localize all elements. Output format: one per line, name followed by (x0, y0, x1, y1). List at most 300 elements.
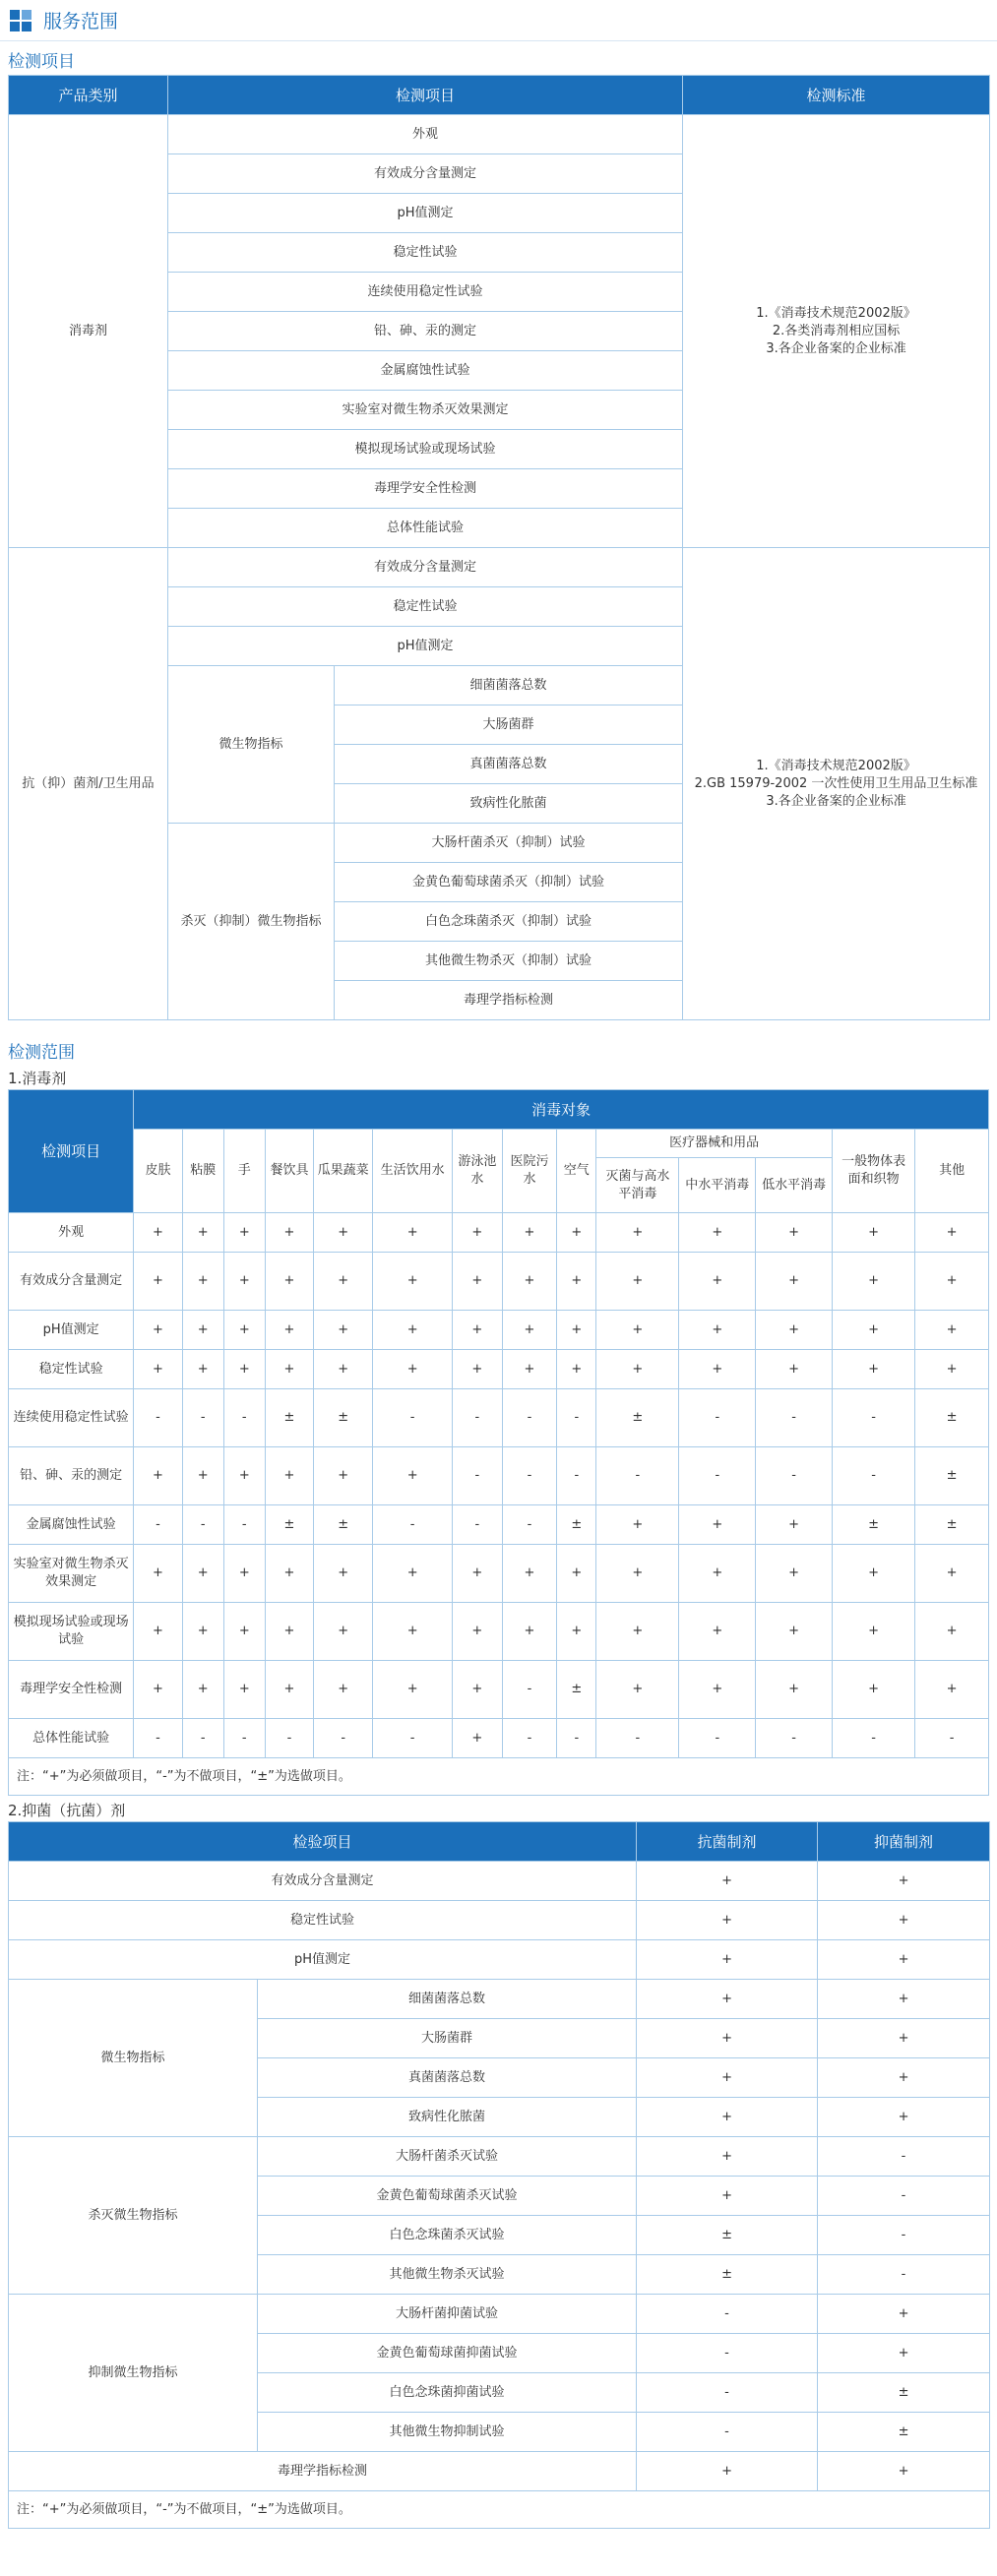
value-cell: + (915, 1350, 989, 1389)
value-cell: + (314, 1661, 373, 1719)
value-cell: + (314, 1253, 373, 1311)
table-row (9, 1603, 989, 1661)
value-cell: + (265, 1447, 313, 1505)
group-header: 医疗器械和用品 (596, 1130, 833, 1158)
value-cell: - (596, 1719, 679, 1758)
value-cell: - (502, 1719, 557, 1758)
disinfectant-scope-table (8, 1089, 989, 1796)
value-cell: + (373, 1350, 453, 1389)
value-cell: + (818, 2452, 990, 2491)
column-header: 检测项目 (9, 1090, 134, 1213)
value-cell: + (373, 1545, 453, 1603)
value-cell: + (182, 1545, 223, 1603)
item-cell: 金黄色葡萄球菌杀灭试验 (258, 2177, 637, 2216)
column-header: 瓜果蔬菜 (314, 1130, 373, 1213)
item-cell: 大肠菌群 (258, 2019, 637, 2058)
note-row (9, 2491, 990, 2529)
value-cell: + (373, 1447, 453, 1505)
standard-line: 2.各类消毒剂相应国标 (772, 323, 901, 338)
column-header: 检测标准 (683, 76, 990, 115)
item-cell: 毒理学安全性检测 (9, 1661, 134, 1719)
note-row (9, 1758, 989, 1796)
item-cell: 致病性化脓菌 (335, 784, 683, 824)
value-cell: ± (915, 1447, 989, 1505)
value-cell: + (637, 1980, 818, 2019)
value-cell: + (223, 1447, 265, 1505)
value-cell: + (756, 1311, 833, 1350)
item-cell: pH值测定 (9, 1940, 637, 1980)
item-cell: 实验室对微生物杀灭效果测定 (168, 391, 683, 430)
value-cell: ± (833, 1505, 915, 1545)
value-cell: - (182, 1389, 223, 1447)
value-cell: ± (314, 1505, 373, 1545)
item-cell: 细菌菌落总数 (335, 666, 683, 705)
value-cell: ± (596, 1389, 679, 1447)
item-cell: 毒理学指标检测 (335, 981, 683, 1020)
standard-line: 2.GB 15979-2002 一次性使用卫生用品卫生标准 (694, 775, 978, 791)
value-cell: + (223, 1213, 265, 1253)
value-cell: - (182, 1505, 223, 1545)
value-cell: ± (818, 2413, 990, 2452)
value-cell: + (833, 1253, 915, 1311)
value-cell: ± (557, 1661, 596, 1719)
value-cell: - (833, 1719, 915, 1758)
value-cell: + (833, 1545, 915, 1603)
column-header: 产品类别 (9, 76, 168, 115)
value-cell: - (637, 2373, 818, 2413)
value-cell: + (265, 1253, 313, 1311)
item-cell: 其他微生物杀灭试验 (258, 2255, 637, 2295)
value-cell: + (915, 1213, 989, 1253)
item-cell: 金黄色葡萄球菌抑菌试验 (258, 2334, 637, 2373)
column-header: 皮肤 (134, 1130, 182, 1213)
value-cell: + (265, 1661, 313, 1719)
column-header: 医院污水 (502, 1130, 557, 1213)
value-cell: - (134, 1389, 182, 1447)
value-cell: + (818, 2019, 990, 2058)
item-cell: 白色念珠菌杀灭试验 (258, 2216, 637, 2255)
standard-line: 3.各企业备案的企业标准 (766, 793, 906, 809)
value-cell: + (265, 1545, 313, 1603)
item-cell: 模拟现场试验或现场试验 (9, 1603, 134, 1661)
value-cell: - (756, 1389, 833, 1447)
header-row (9, 76, 990, 115)
item-cell: 铅、砷、汞的测定 (9, 1447, 134, 1505)
group-cell: 抑制微生物指标 (9, 2295, 258, 2452)
value-cell: - (373, 1389, 453, 1447)
value-cell: + (502, 1253, 557, 1311)
column-header: 其他 (915, 1130, 989, 1213)
item-cell: pH值测定 (168, 194, 683, 233)
value-cell: - (314, 1719, 373, 1758)
table-row (9, 2295, 990, 2334)
table-row (9, 1389, 989, 1447)
value-cell: + (373, 1253, 453, 1311)
value-cell: + (915, 1545, 989, 1603)
value-cell: + (596, 1350, 679, 1389)
value-cell: - (502, 1505, 557, 1545)
value-cell: + (637, 1940, 818, 1980)
value-cell: ± (265, 1389, 313, 1447)
value-cell: + (637, 2137, 818, 2177)
value-cell: + (265, 1603, 313, 1661)
table-row (9, 1311, 989, 1350)
value-cell: + (557, 1253, 596, 1311)
value-cell: + (502, 1350, 557, 1389)
value-cell: + (596, 1603, 679, 1661)
value-cell: + (915, 1311, 989, 1350)
item-cell: 实验室对微生物杀灭效果测定 (9, 1545, 134, 1603)
item-cell: 稳定性试验 (168, 587, 683, 627)
value-cell: + (182, 1661, 223, 1719)
value-cell: - (818, 2255, 990, 2295)
value-cell: + (134, 1213, 182, 1253)
column-header: 抑菌制剂 (818, 1822, 990, 1862)
value-cell: + (637, 2058, 818, 2098)
item-cell: 大肠杆菌杀灭试验 (258, 2137, 637, 2177)
value-cell: + (134, 1447, 182, 1505)
value-cell: + (833, 1350, 915, 1389)
item-cell: 其他微生物杀灭（抑制）试验 (335, 942, 683, 981)
value-cell: - (502, 1389, 557, 1447)
item-cell: 其他微生物抑制试验 (258, 2413, 637, 2452)
item-cell: 毒理学指标检测 (9, 2452, 637, 2491)
category-cell: 抗（抑）菌剂/卫生用品 (9, 548, 168, 1020)
value-cell: + (134, 1545, 182, 1603)
value-cell: - (453, 1505, 502, 1545)
value-cell: + (637, 1901, 818, 1940)
value-cell: - (373, 1719, 453, 1758)
value-cell: - (679, 1447, 756, 1505)
item-cell: 稳定性试验 (9, 1901, 637, 1940)
value-cell: + (915, 1661, 989, 1719)
value-cell: + (818, 2098, 990, 2137)
column-header: 手 (223, 1130, 265, 1213)
value-cell: + (756, 1253, 833, 1311)
standard-cell (683, 115, 990, 548)
item-cell: 细菌菌落总数 (258, 1980, 637, 2019)
standard-line: 1.《消毒技术规范2002版》 (756, 758, 916, 773)
value-cell: - (756, 1447, 833, 1505)
column-header: 低水平消毒 (756, 1158, 833, 1213)
value-cell: + (502, 1311, 557, 1350)
value-cell: ± (915, 1505, 989, 1545)
value-cell: + (756, 1603, 833, 1661)
value-cell: + (182, 1603, 223, 1661)
item-cell: 致病性化脓菌 (258, 2098, 637, 2137)
value-cell: + (679, 1213, 756, 1253)
column-header: 餐饮具 (265, 1130, 313, 1213)
column-header: 中水平消毒 (679, 1158, 756, 1213)
value-cell: + (557, 1545, 596, 1603)
value-cell: + (314, 1603, 373, 1661)
subheader-row (9, 1130, 989, 1158)
item-cell: 外观 (168, 115, 683, 154)
value-cell: + (182, 1213, 223, 1253)
value-cell: + (679, 1545, 756, 1603)
value-cell: + (818, 1862, 990, 1901)
value-cell: + (637, 1862, 818, 1901)
value-cell: + (557, 1311, 596, 1350)
group-cell: 杀灭微生物指标 (9, 2137, 258, 2295)
column-header: 消毒对象 (134, 1090, 989, 1130)
value-cell: + (453, 1545, 502, 1603)
value-cell: + (679, 1350, 756, 1389)
value-cell: + (818, 1980, 990, 2019)
value-cell: - (833, 1447, 915, 1505)
table-row (9, 1862, 990, 1901)
page-title: 服务范围 (43, 11, 119, 32)
item-cell: 总体性能试验 (168, 509, 683, 548)
value-cell: + (915, 1253, 989, 1311)
value-cell: + (223, 1311, 265, 1350)
value-cell: - (818, 2137, 990, 2177)
table-row (9, 1940, 990, 1980)
value-cell: + (373, 1661, 453, 1719)
value-cell: ± (915, 1389, 989, 1447)
value-cell: + (134, 1350, 182, 1389)
item-cell: pH值测定 (168, 627, 683, 666)
grid-icon (10, 10, 31, 31)
item-cell: 白色念珠菌抑菌试验 (258, 2373, 637, 2413)
item-cell: 大肠杆菌杀灭（抑制）试验 (335, 824, 683, 863)
value-cell: + (818, 1940, 990, 1980)
value-cell: ± (314, 1389, 373, 1447)
value-cell: + (637, 2019, 818, 2058)
value-cell: + (596, 1505, 679, 1545)
value-cell: + (134, 1311, 182, 1350)
value-cell: + (679, 1505, 756, 1545)
note: 注：“+”为必须做项目，“-”为不做项目，“±”为选做项目。 (9, 1758, 989, 1796)
value-cell: - (833, 1389, 915, 1447)
value-cell: + (833, 1603, 915, 1661)
value-cell: - (502, 1447, 557, 1505)
table-row (9, 1661, 989, 1719)
value-cell: + (373, 1603, 453, 1661)
value-cell: + (134, 1603, 182, 1661)
value-cell: + (314, 1350, 373, 1389)
value-cell: + (314, 1447, 373, 1505)
value-cell: + (679, 1253, 756, 1311)
item-cell: 大肠菌群 (335, 705, 683, 745)
item-cell: 白色念珠菌杀灭（抑制）试验 (335, 902, 683, 942)
subsection-title-disinfectant: 1.消毒剂 (8, 1070, 67, 1087)
value-cell: - (265, 1719, 313, 1758)
value-cell: + (223, 1603, 265, 1661)
value-cell: + (453, 1661, 502, 1719)
value-cell: + (756, 1545, 833, 1603)
value-cell: ± (637, 2216, 818, 2255)
item-cell: pH值测定 (9, 1311, 134, 1350)
value-cell: - (596, 1447, 679, 1505)
value-cell: + (756, 1505, 833, 1545)
value-cell: ± (637, 2255, 818, 2295)
table-row (9, 1505, 989, 1545)
page-header (0, 0, 997, 41)
column-header: 检测项目 (168, 76, 683, 115)
column-header: 粘膜 (182, 1130, 223, 1213)
value-cell: + (833, 1311, 915, 1350)
value-cell: - (637, 2334, 818, 2373)
value-cell: - (557, 1719, 596, 1758)
group-cell: 微生物指标 (9, 1980, 258, 2137)
value-cell: ± (818, 2373, 990, 2413)
value-cell: + (756, 1661, 833, 1719)
standard-line: 1.《消毒技术规范2002版》 (756, 305, 916, 321)
value-cell: + (182, 1350, 223, 1389)
value-cell: + (596, 1311, 679, 1350)
section-title-items: 检测项目 (8, 52, 75, 72)
value-cell: + (833, 1213, 915, 1253)
item-cell: 模拟现场试验或现场试验 (168, 430, 683, 469)
value-cell: - (818, 2177, 990, 2216)
table-row (9, 2137, 990, 2177)
item-cell: 毒理学安全性检测 (168, 469, 683, 509)
item-cell: 稳定性试验 (168, 233, 683, 273)
standard-line: 3.各企业备案的企业标准 (766, 340, 906, 356)
header-row (9, 1822, 990, 1862)
value-cell: + (637, 2177, 818, 2216)
value-cell: - (502, 1661, 557, 1719)
table-row (9, 1545, 989, 1603)
item-cell: 真菌菌落总数 (335, 745, 683, 784)
item-cell: 铅、砷、汞的测定 (168, 312, 683, 351)
value-cell: + (134, 1661, 182, 1719)
category-cell: 消毒剂 (9, 115, 168, 548)
column-header: 生活饮用水 (373, 1130, 453, 1213)
value-cell: - (453, 1447, 502, 1505)
item-cell: 金黄色葡萄球菌杀灭（抑制）试验 (335, 863, 683, 902)
value-cell: - (223, 1505, 265, 1545)
item-cell: 稳定性试验 (9, 1350, 134, 1389)
section-title-scope: 检测范围 (8, 1043, 75, 1063)
value-cell: + (502, 1213, 557, 1253)
value-cell: + (314, 1545, 373, 1603)
value-cell: - (637, 2413, 818, 2452)
standard-cell (683, 548, 990, 1020)
value-cell: - (637, 2295, 818, 2334)
item-cell: 有效成分含量测定 (9, 1253, 134, 1311)
table-row (9, 548, 990, 587)
item-cell: 外观 (9, 1213, 134, 1253)
value-cell: + (679, 1661, 756, 1719)
value-cell: + (596, 1253, 679, 1311)
value-cell: - (557, 1389, 596, 1447)
subcategory-cell: 杀灭（抑制）微生物指标 (168, 824, 335, 1020)
column-header: 一般物体表面和织物 (833, 1130, 915, 1213)
value-cell: + (833, 1661, 915, 1719)
value-cell: + (557, 1213, 596, 1253)
value-cell: + (182, 1447, 223, 1505)
value-cell: + (502, 1603, 557, 1661)
inspection-items-table (8, 75, 990, 1020)
column-header: 检验项目 (9, 1822, 637, 1862)
value-cell: + (223, 1661, 265, 1719)
value-cell: - (818, 2216, 990, 2255)
table-row (9, 1719, 989, 1758)
value-cell: + (453, 1213, 502, 1253)
value-cell: + (223, 1253, 265, 1311)
value-cell: + (182, 1253, 223, 1311)
value-cell: - (182, 1719, 223, 1758)
value-cell: - (223, 1389, 265, 1447)
table-row (9, 2452, 990, 2491)
subsection-title-antibacterial: 2.抑菌（抗菌）剂 (8, 1802, 126, 1819)
item-cell: 真菌菌落总数 (258, 2058, 637, 2098)
value-cell: + (557, 1603, 596, 1661)
value-cell: + (596, 1661, 679, 1719)
value-cell: + (679, 1311, 756, 1350)
value-cell: - (373, 1505, 453, 1545)
value-cell: + (182, 1311, 223, 1350)
value-cell: + (818, 1901, 990, 1940)
value-cell: - (223, 1719, 265, 1758)
value-cell: + (818, 2334, 990, 2373)
item-cell: 金属腐蚀性试验 (168, 351, 683, 391)
value-cell: + (134, 1253, 182, 1311)
value-cell: - (679, 1389, 756, 1447)
table-row (9, 1213, 989, 1253)
value-cell: + (265, 1311, 313, 1350)
value-cell: - (134, 1719, 182, 1758)
table-row (9, 1350, 989, 1389)
value-cell: + (373, 1311, 453, 1350)
table-row (9, 115, 990, 154)
value-cell: - (557, 1447, 596, 1505)
value-cell: + (223, 1545, 265, 1603)
value-cell: + (915, 1603, 989, 1661)
value-cell: + (818, 2295, 990, 2334)
value-cell: + (314, 1311, 373, 1350)
value-cell: ± (265, 1505, 313, 1545)
column-header: 抗菌制剂 (637, 1822, 818, 1862)
value-cell: + (453, 1603, 502, 1661)
item-cell: 有效成分含量测定 (168, 154, 683, 194)
item-cell: 金属腐蚀性试验 (9, 1505, 134, 1545)
note: 注：“+”为必须做项目，“-”为不做项目，“±”为选做项目。 (9, 2491, 990, 2529)
column-header: 空气 (557, 1130, 596, 1213)
table-row (9, 1980, 990, 2019)
value-cell: - (453, 1389, 502, 1447)
value-cell: + (453, 1253, 502, 1311)
value-cell: + (756, 1350, 833, 1389)
item-cell: 有效成分含量测定 (168, 548, 683, 587)
value-cell: + (453, 1311, 502, 1350)
value-cell: + (637, 2098, 818, 2137)
value-cell: + (756, 1213, 833, 1253)
item-cell: 总体性能试验 (9, 1719, 134, 1758)
value-cell: - (756, 1719, 833, 1758)
value-cell: + (223, 1350, 265, 1389)
value-cell: + (453, 1719, 502, 1758)
value-cell: + (596, 1545, 679, 1603)
value-cell: - (134, 1505, 182, 1545)
column-header: 灭菌与高水平消毒 (596, 1158, 679, 1213)
item-cell: 大肠杆菌抑菌试验 (258, 2295, 637, 2334)
value-cell: + (557, 1350, 596, 1389)
value-cell: + (818, 2058, 990, 2098)
value-cell: + (314, 1213, 373, 1253)
value-cell: - (915, 1719, 989, 1758)
value-cell: + (637, 2452, 818, 2491)
item-cell: 连续使用稳定性试验 (168, 273, 683, 312)
antibacterial-scope-table (8, 1821, 990, 2529)
column-header: 游泳池水 (453, 1130, 502, 1213)
value-cell: ± (557, 1505, 596, 1545)
item-cell: 有效成分含量测定 (9, 1862, 637, 1901)
item-cell: 连续使用稳定性试验 (9, 1389, 134, 1447)
table-row (9, 1253, 989, 1311)
